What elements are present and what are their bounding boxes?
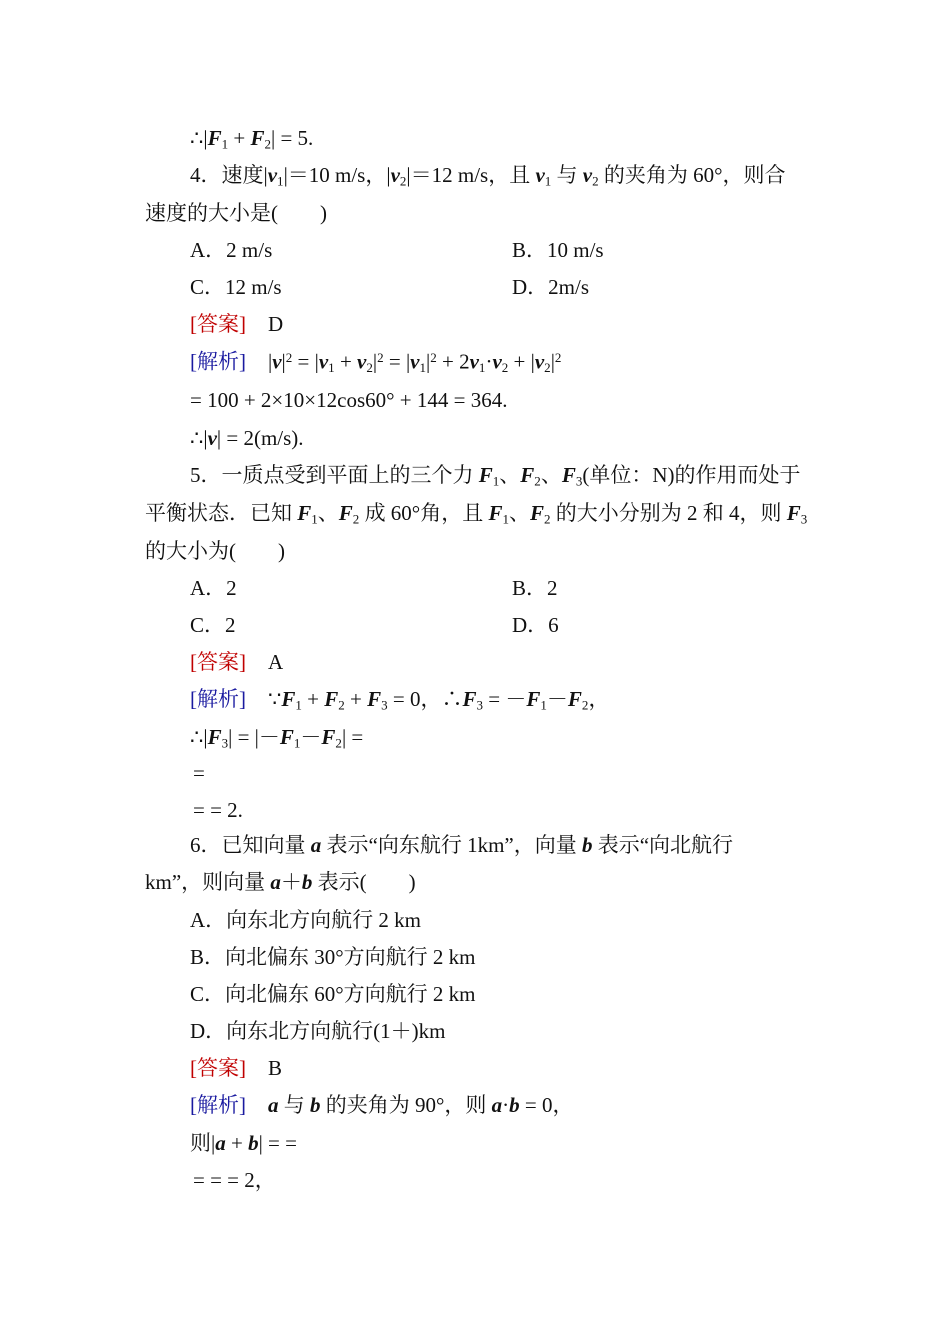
q4-analysis-row3: ∴|v| = 2(m/s).: [190, 426, 304, 450]
q4-option-b: B．10 m/s: [512, 238, 604, 262]
answer-tag: [答案]: [190, 312, 246, 336]
q6-option-d: D．向东北方向航行(1＋)km: [190, 1019, 446, 1043]
q4-option-a: A．2 m/s: [190, 238, 273, 262]
q4-stem-line1: 4．速度$|v_1|=10$ m/s，$|v_2|=12$ m/s，且 $v_1$ 与 $v_2$ 的夹角为 60°，则合: [190, 163, 786, 189]
q6-answer-row: [190, 1058, 282, 1079]
q5-option-b: B．2: [512, 576, 558, 600]
q5-stem-line1: 5．一质点受到平面上的三个力 $F_1$、$F_2$、$F_3$(单位：N)的作用而处于: [190, 463, 801, 489]
q5-analysis-row4: = = 2.: [193, 798, 243, 822]
q6-analysis-row2: 则|a + b| = =: [190, 1131, 297, 1155]
q6-analysis-row1: [解析] a 与 b 的夹角为 90°，则 a·b = 0，: [190, 1093, 574, 1117]
q6-option-a: A．向东北方向航行 2 km: [190, 908, 421, 932]
analysis-tag: [解析]: [190, 687, 246, 711]
answer-tag: [答案]: [190, 1056, 246, 1080]
q4-answer: D: [268, 312, 284, 336]
q5-stem-line2: 平衡状态．已知 $F_1$、$F_2$ 成 60°角，且 $F_1$、$F_2$ 的大小分别为 2 和 4，则 $F_3$: [145, 501, 808, 527]
q4-option-d: D．2m/s: [512, 275, 590, 299]
q5-analysis-row1: [解析] $\because F_1 + F_2 + F_3 = 0$，$\therefore F_3 = -F_1-F_2$，: [190, 687, 610, 713]
q5-option-d: D．6: [512, 613, 559, 637]
q6-stem-line2: km”，则向量 a＋b 表示( ): [145, 870, 416, 894]
analysis-tag: [解析]: [190, 349, 246, 374]
q4-answer-row: [190, 314, 283, 335]
q6-stem-line1: 6．已知向量 a 表示“向东航行 1km”，向量 b 表示“向北航行: [190, 833, 734, 857]
q6-option-c: C．向北偏东 60°方向航行 2 km: [190, 982, 476, 1006]
q6-option-b: B．向北偏东 30°方向航行 2 km: [190, 945, 476, 969]
q5-answer-row: [190, 652, 283, 673]
analysis-tag: [解析]: [190, 1093, 246, 1117]
q5-option-a: A．2: [190, 576, 237, 600]
q5-analysis-row3: =: [193, 761, 205, 785]
q4-stem-line2: 速度的大小是( ): [145, 201, 327, 225]
q6-analysis-row3: = = = 2，: [193, 1168, 276, 1192]
q4-analysis-row2: = 100 + 2×10×12cos60° + 144 = 364.: [190, 388, 508, 412]
q5-answer: A: [268, 650, 284, 674]
q5-stem-line3: 的大小为( ): [145, 539, 285, 563]
q6-answer: B: [268, 1056, 283, 1080]
prev-conclusion: $\therefore|F_1 + F_2| = 5$.: [190, 126, 314, 152]
answer-tag: [答案]: [190, 650, 246, 674]
q4-option-c: C．12 m/s: [190, 275, 282, 299]
q5-option-c: C．2: [190, 613, 236, 637]
q5-analysis-row2: $\therefore|F_3| = |-F_1-F_2|$ =: [190, 725, 364, 751]
q4-analysis-row1: [解析] $|v|^2 = |v_1 + v_2|^2 = |v_1|^2 + 2v_1\cdot v_2 + |v_2|^2$: [190, 349, 562, 375]
